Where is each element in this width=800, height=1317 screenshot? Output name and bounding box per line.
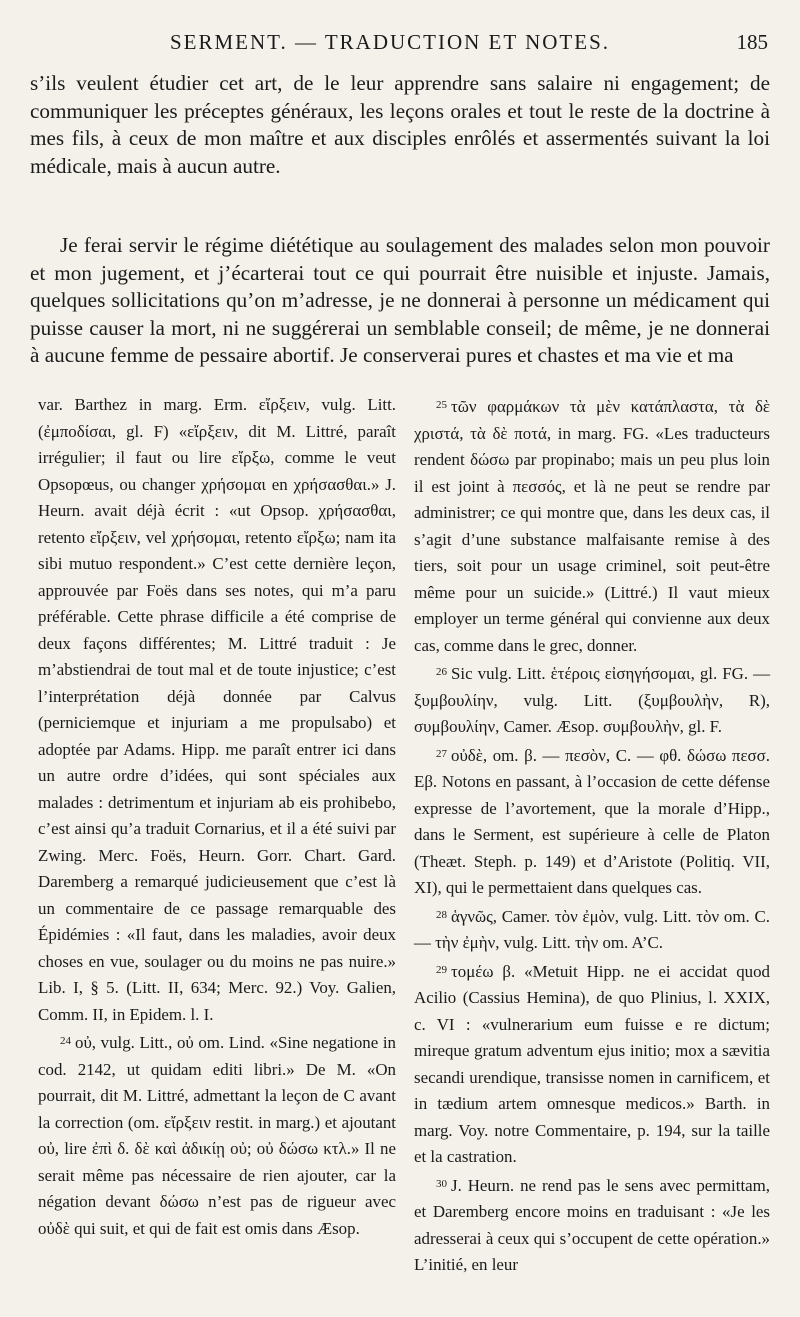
page-number: 185 (736, 30, 768, 54)
footnote-number: 28 (436, 908, 447, 921)
footnote-30 (414, 1171, 770, 1279)
footnote-number: 24 (60, 1035, 71, 1047)
footnote-number: 25 (436, 399, 447, 411)
footnote-28 (414, 902, 770, 957)
footnote-24 (38, 1028, 396, 1242)
main-paragraph-1 (30, 70, 770, 180)
main-paragraph-2 (30, 232, 770, 370)
notes-right-column (414, 392, 770, 1279)
footnote-text: J. Heurn. ne rend pas le sens avec permittam, et Daremberg encore moins en traduisant : «Je les adresserai à ceux qui s’occupent de cette opération.» L’initié, en leur (414, 1175, 770, 1274)
main-paragraph-1-text: s’ils veulent étudier cet art, de le leur apprendre sans salaire ni engagement; de communiquer les préceptes généraux, les leçons orales et tout le reste de la doctrine à mes fils, à ceux de mon maître et aux disciples enrôlés et assermentés suivant la loi médicale, mais à aucun autre. (30, 71, 770, 178)
notes-left-column (38, 392, 396, 1242)
footnote-text: τομέω β. «Metuit Hipp. ne ei accidat quod Acilio (Cassius Hemina), de quo Plinius, l. XXIX, c. VI : «vulnerarium eum fuisse e re dictum; mireque gratum adventum ejus initio; mox a sævitia secandi urendique, transisse nomen in carnificem, et in tædium artem omnesque medicos.» Barth. in marg. Voy. notre Commentaire, p. 194, sur la taille et la castration. (414, 961, 770, 1166)
footnote-text: Sic vulg. Litt. ἑτέροις εἰσηγήσομαι, gl. FG. — ξυμβουλίην, vulg. Litt. (ξυμβουλὴν, R), συμβουλίην, Camer. Æsop. συμβουλὴν, gl. F. (414, 664, 770, 736)
footnote-continuation (38, 392, 396, 1028)
footnote-text: τῶν φαρμάκων τὰ μὲν κατάπλαστα, τὰ δὲ χριστά, τὰ δὲ ποτά, in marg. FG. «Les traducteurs rendent δώσω par propinabo; mais un peu plus loin il est joint à πεσσός, et là ne peut se rendre par administrer; ce qui montre que, dans les deux cas, il s’agit d’une substance malfaisante remise à des tiers, soit pour un usage criminel, soit peut-être même pour un suicide.» (Littré.) Il vaut mieux employer un terme général qui convienne aux deux cas, comme dans le grec, donner. (414, 397, 770, 655)
footnote-number: 30 (436, 1177, 447, 1190)
running-title: SERMENT. — TRADUCTION ET NOTES. (170, 30, 610, 54)
footnote-text: οὐ, vulg. Litt., οὐ om. Lind. «Sine negatione in cod. 2142, ut quidam editi libri.» De M. «On pourrait, dit M. Littré, admettant la leçon de C avant la correction (om. εἴρξειν restit. in marg.) et ajoutant οὐ, lire ἐπὶ δ. δὲ καὶ ἀδικίῃ οὐ; οὐ δώσω κτλ.» Il ne serait même pas nécessaire de rien ajouter, car la négation devant δώσω n’est pas de rigueur avec οὐδὲ qui suit, et qui de fait est omis dans Æsop. (38, 1033, 396, 1238)
footnote-text: var. Barthez in marg. Erm. εἴρξειν, vulg. Litt. (ἐμποδίσαι, gl. F) «εἴρξειν, dit M. Littré, paraît irrégulier; il faut ou lire εἴρξω, comme le veut Opsopœus, ou changer χρήσομαι en χρήσασθαι.» J. Heurn. avait déjà écrit : «ut Opsop. χρήσασθαι, retento εἴρξειν, vel χρήσομαι, retento εἴρξω; nam ita sibi mutuo respondent.» C’est cette dernière leçon, approuvée par Foës dans ses notes, qui m’a paru préférable. Cette phrase difficile a été comprise de deux façons différentes; M. Littré traduit : Je m’abstiendrai de tout mal et de toute injustice; c’est l’interprétation déjà donnée par Calvus (perniciemque et injuriam a me propulsabo) et adoptée par Adams. Hipp. me paraît entrer ici dans un autre ordre d’idées, qui sont spéciales aux malades : detrimentum et injuriam ab eis prohibebo, c’est ainsi qu’a traduit Cornarius, et il a été suivi par Zwing. Merc. Foës, Heurn. Gorr. Chart. Gard. Daremberg a remarqué judicieusement que c’est là un commentaire de ce passage remarquable des Épidémies : «Il faut, dans les maladies, avoir deux choses en vue, soulager ou du moins ne pas nuire.» Lib. I, § 5. (Litt. II, 634; Merc. 92.) Voy. Galien, Comm. II, in Epidem. l. I. (38, 395, 396, 1024)
running-head (0, 30, 800, 60)
footnote-number: 26 (436, 666, 447, 678)
footnote-29 (414, 957, 770, 1171)
footnote-25 (414, 392, 770, 659)
footnote-text: οὐδὲ, om. β. — πεσὸν, C. — φθ. δώσω πεσσ. Eβ. Notons en passant, à l’occasion de cette défense expresse de l’avortement, que la morale d’Hipp., dans le Serment, est supérieure à celle de Platon (Theæt. Steph. p. 149) et d’Aristote (Politiq. VII, XI), qui le permettaient dans quelques cas. (414, 745, 770, 897)
footnote-26 (414, 659, 770, 741)
footnote-number: 29 (436, 963, 447, 976)
footnote-27 (414, 741, 770, 902)
footnote-number: 27 (436, 747, 447, 760)
main-paragraph-2-text: Je ferai servir le régime diététique au soulagement des malades selon mon pouvoir et mon jugement, et j’écarterai tout ce qui pourrait être nuisible et injuste. Jamais, quelques sollicitations qu’on m’adresse, je ne donnerai à personne un médicament qui puisse causer la mort, ni ne suggérerai un semblable conseil; de même, je ne donnerai à aucune femme de pessaire abortif. Je conserverai pures et chastes et ma vie et ma (30, 233, 770, 367)
footnote-text: ἁγνῶς, Camer. τὸν ἐμὸν, vulg. Litt. τὸν om. C. — τὴν ἐμὴν, vulg. Litt. τὴν om. A’C. (414, 906, 770, 952)
